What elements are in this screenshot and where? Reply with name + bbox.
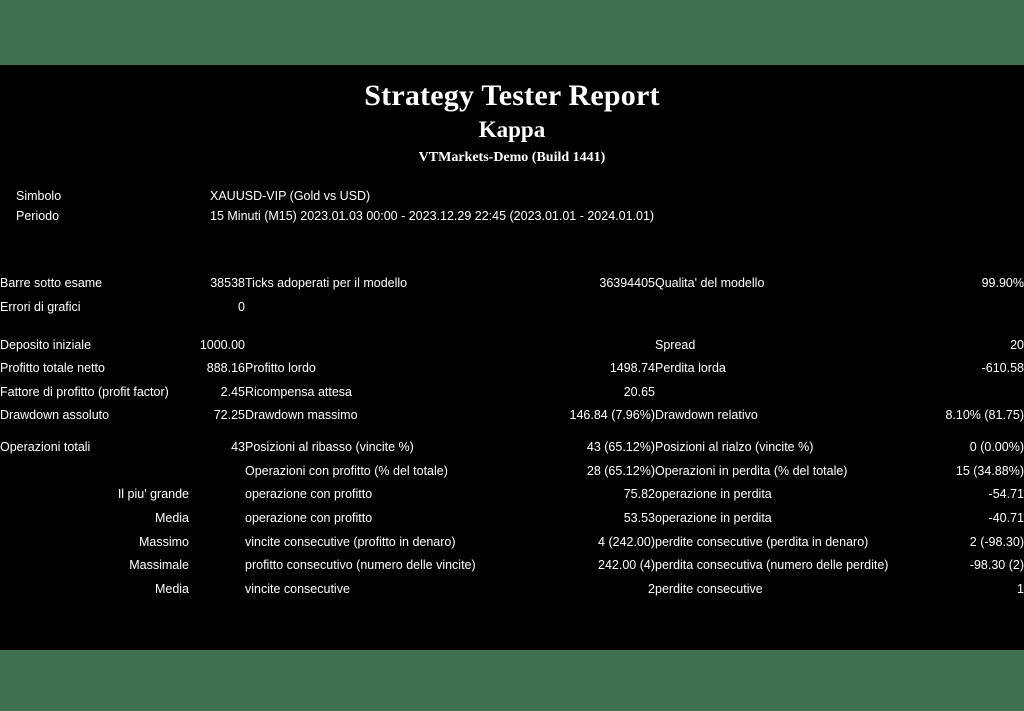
stat-value: 99.90% bbox=[981, 276, 1024, 291]
stat-value: -610.58 bbox=[981, 361, 1024, 376]
table-row bbox=[0, 320, 1024, 358]
stat-label bbox=[655, 381, 870, 405]
stat-label: vincite consecutive (profitto in denaro) bbox=[245, 534, 456, 549]
stat-label: Drawdown relativo bbox=[655, 408, 758, 423]
stat-value: 0 bbox=[238, 299, 245, 314]
stat-label: Media bbox=[154, 581, 189, 596]
stat-value bbox=[195, 507, 245, 531]
table-row bbox=[0, 428, 1024, 460]
stat-value bbox=[195, 483, 245, 507]
meta-value-symbol: XAUUSD-VIP (Gold vs USD) bbox=[210, 189, 371, 204]
stat-label: Profitto totale netto bbox=[0, 361, 105, 376]
stat-value: 15 (34.88%) bbox=[955, 463, 1024, 478]
table-row bbox=[0, 381, 1024, 405]
stat-label: operazione con profitto bbox=[245, 510, 373, 525]
stat-label: operazione in perdita bbox=[655, 510, 772, 525]
stat-value bbox=[525, 320, 655, 358]
stat-value: 43 bbox=[231, 440, 245, 454]
table-row bbox=[0, 507, 1024, 531]
stat-value: 36394405 bbox=[599, 276, 655, 291]
stat-label: Posizioni al rialzo (vincite %) bbox=[655, 440, 814, 454]
stat-label: Errori di grafici bbox=[0, 299, 81, 314]
strategy-tester-report-page bbox=[0, 65, 1024, 650]
stat-label: operazione in perdita bbox=[655, 487, 772, 502]
table-row bbox=[0, 531, 1024, 555]
table-row bbox=[16, 186, 654, 206]
stat-label: Massimale bbox=[129, 558, 189, 573]
table-row bbox=[0, 296, 1024, 320]
stat-value: 20 bbox=[1010, 337, 1024, 352]
stat-label: Massimo bbox=[138, 534, 189, 549]
stat-value bbox=[195, 554, 245, 578]
stat-label: Operazioni in perdita (% del totale) bbox=[655, 463, 848, 478]
stat-label: Ticks adoperati per il modello bbox=[245, 276, 408, 291]
expert-name: Kappa bbox=[478, 116, 546, 142]
stat-label: Fattore di profitto (profit factor) bbox=[0, 384, 169, 399]
stat-value: -54.71 bbox=[988, 487, 1024, 502]
stat-value: 888.16 bbox=[206, 361, 245, 376]
stat-value: 242.00 (4) bbox=[598, 558, 655, 573]
table-row bbox=[0, 460, 1024, 484]
stat-label: perdita consecutiva (numero delle perdite) bbox=[655, 558, 889, 573]
stat-value bbox=[870, 296, 1024, 320]
stat-value: -40.71 bbox=[988, 510, 1024, 525]
table-row bbox=[0, 578, 1024, 602]
stat-label bbox=[245, 320, 525, 358]
stat-label: vincite consecutive bbox=[245, 581, 350, 596]
stat-label bbox=[0, 460, 195, 484]
stat-label: perdite consecutive bbox=[655, 581, 763, 596]
page-title: Strategy Tester Report bbox=[364, 79, 660, 112]
stat-value: 28 (65.12%) bbox=[586, 463, 655, 478]
stat-value bbox=[525, 296, 655, 320]
stat-value bbox=[195, 460, 245, 484]
broker-build: VTMarkets-Demo (Build 1441) bbox=[418, 150, 606, 166]
stat-value: 2 (-98.30) bbox=[969, 534, 1024, 549]
stat-value: 53.53 bbox=[623, 510, 655, 525]
stat-value: 1000.00 bbox=[199, 337, 245, 352]
stat-label: Barre sotto esame bbox=[0, 276, 103, 291]
stat-value: 20.65 bbox=[623, 384, 655, 399]
meta-value-period: 15 Minuti (M15) 2023.01.03 00:00 - 2023.12.29 22:45 (2023.01.01 - 2024.01.01) bbox=[210, 209, 655, 224]
stat-value: 43 (65.12%) bbox=[586, 440, 655, 454]
report-stats-table bbox=[0, 272, 1024, 601]
stat-label: operazione con profitto bbox=[245, 487, 373, 502]
stat-value: 8.10% (81.75) bbox=[945, 408, 1024, 423]
stat-label: Deposito iniziale bbox=[0, 337, 92, 352]
stat-label bbox=[655, 296, 870, 320]
stat-label: Operazioni totali bbox=[0, 440, 91, 454]
stat-value: 72.25 bbox=[213, 408, 245, 423]
stat-value: 146.84 (7.96%) bbox=[569, 408, 655, 423]
table-row bbox=[0, 404, 1024, 428]
stat-value bbox=[195, 531, 245, 555]
stat-value bbox=[870, 381, 1024, 405]
stat-value: 1498.74 bbox=[609, 361, 655, 376]
table-row bbox=[0, 272, 1024, 296]
report-header bbox=[0, 65, 1024, 166]
stat-label: perdite consecutive (perdita in denaro) bbox=[655, 534, 869, 549]
meta-label-symbol: Simbolo bbox=[16, 189, 62, 204]
stat-label: Profitto lordo bbox=[245, 361, 316, 376]
stat-value: -98.30 (2) bbox=[969, 558, 1024, 573]
stat-label: Posizioni al ribasso (vincite %) bbox=[245, 440, 414, 454]
stat-value: 2 bbox=[648, 581, 655, 596]
stat-label bbox=[245, 296, 525, 320]
stat-value: 75.82 bbox=[623, 487, 655, 502]
stat-value: 2.45 bbox=[220, 384, 245, 399]
table-row bbox=[16, 206, 654, 226]
stat-value bbox=[195, 578, 245, 602]
table-row bbox=[0, 357, 1024, 381]
stat-label: Media bbox=[154, 510, 189, 525]
stat-value: 38538 bbox=[210, 276, 245, 291]
report-meta-table bbox=[16, 186, 654, 226]
meta-label-period: Periodo bbox=[16, 209, 60, 224]
table-row bbox=[0, 483, 1024, 507]
stat-label: Ricompensa attesa bbox=[245, 384, 353, 399]
stat-label: Drawdown assoluto bbox=[0, 408, 110, 423]
stat-label: Il piu' grande bbox=[117, 487, 189, 502]
stat-value: 1 bbox=[1017, 581, 1024, 596]
stat-label: Drawdown massimo bbox=[245, 408, 358, 423]
stat-label: Perdita lorda bbox=[655, 361, 726, 376]
stat-label: Qualita' del modello bbox=[655, 276, 765, 291]
stat-label: Spread bbox=[655, 337, 696, 352]
stat-label: profitto consecutivo (numero delle vincite) bbox=[245, 558, 476, 573]
stat-value: 0 (0.00%) bbox=[969, 440, 1024, 454]
table-row bbox=[0, 554, 1024, 578]
stat-value: 4 (242.00) bbox=[598, 534, 655, 549]
stat-label: Operazioni con profitto (% del totale) bbox=[245, 463, 448, 478]
